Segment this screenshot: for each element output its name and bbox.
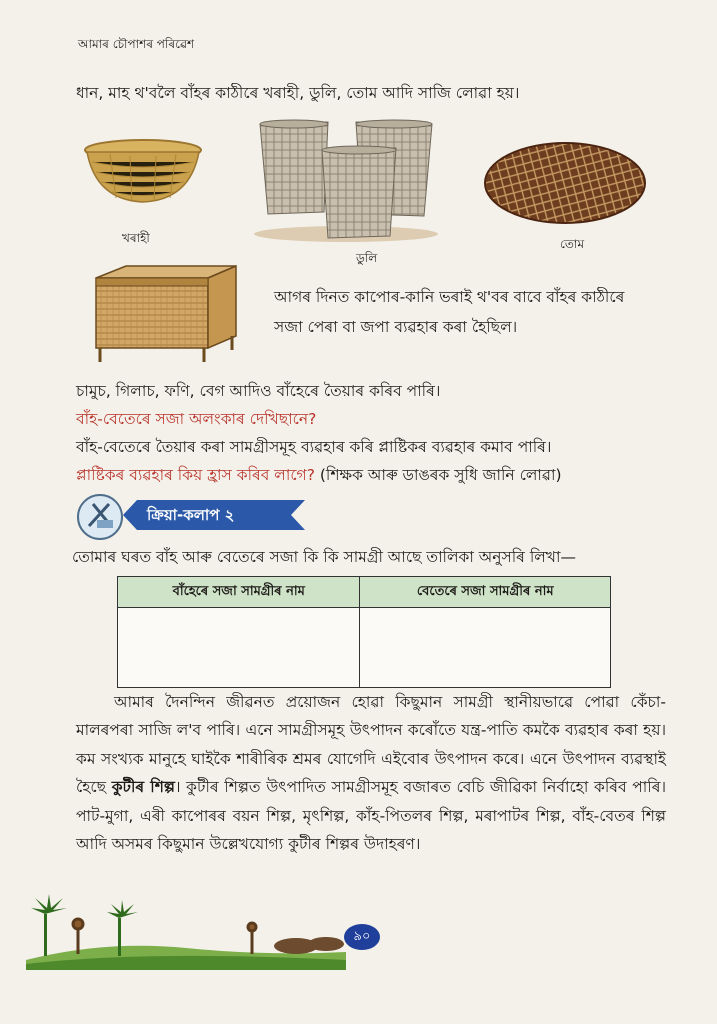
activity-tools-icon — [75, 492, 125, 542]
activity-header — [75, 492, 315, 542]
kharahi-basket-image — [80, 138, 206, 210]
tom-basket-image — [482, 140, 648, 226]
text-line-1: চামুচ, গিলাচ, ফণি, বেগ আদিও বাঁহেৰে তৈয়াৰ কৰিব পাৰি। — [76, 382, 441, 400]
box-text-line-1: আগৰ দিনত কাপোৰ-কানি ভৰাই থ'বৰ বাবে বাঁহৰ কাঠীৰে — [274, 288, 625, 306]
question-2: প্লাষ্টিকৰ ব্যৱহাৰ কিয় হ্ৰাস কৰিব লাগে? — [76, 466, 315, 484]
table-cell-bamboo[interactable] — [118, 608, 360, 688]
table-header-bamboo: বাঁহেৰে সজা সামগ্ৰীৰ নাম — [118, 577, 360, 608]
activity-instruction: তোমাৰ ঘৰত বাঁহ আৰু বেতেৰে সজা কি কি সামগ্ৰী আছে তালিকা অনুসৰি লিখা— — [72, 548, 576, 566]
village-scene-image — [26, 890, 346, 970]
duli-caption: ডুলি — [356, 251, 378, 265]
activity-label: ক্ৰিয়া-কলাপ ২ — [147, 506, 235, 524]
activity-table — [117, 576, 611, 688]
question-2-line — [76, 464, 562, 486]
box-text-line-2: সজা পেৰা বা জপা ব্যৱহাৰ কৰা হৈছিল। — [274, 318, 518, 336]
question-1: বাঁহ-বেতেৰে সজা অলংকাৰ দেখিছানে? — [76, 410, 317, 428]
table-header-cane: বেতেৰে সজা সামগ্ৰীৰ নাম — [360, 577, 611, 608]
page-number: ৯০ — [344, 924, 380, 950]
page-header: আমাৰ চৌপাশৰ পৰিৱেশ — [78, 37, 195, 51]
question-2-note: (শিক্ষক আৰু ডাঙৰক সুধি জানি লোৱা) — [314, 466, 562, 484]
table-cell-cane[interactable] — [360, 608, 611, 688]
kharahi-caption: খৰাহী — [122, 231, 150, 245]
main-paragraph — [76, 688, 666, 858]
duli-basket-image — [246, 114, 446, 242]
paragraph-bold-term: কুটীৰ শিল্প — [111, 778, 175, 797]
intro-text: ধান, মাহ থ'বলৈ বাঁহৰ কাঠীৰে খৰাহী, ডুলি, তোম আদি সাজি লোৱা হয়। — [76, 84, 520, 102]
paragraph-part-2: । কুটীৰ শিল্পত উৎপাদিত সামগ্ৰীসমূহ বজাৰত বেচি জীৱিকা নিৰ্বাহো কৰিব পাৰি। পাট-মুগা, এৰী কাপোৰৰ বয়ন শিল্প, মৃৎশিল্প, কাঁহ-পিতলৰ শিল্প, মৰাপাটৰ শিল্প, বাঁহ-বেতৰ শিল্প আদি অসমৰ কিছুমান উল্লেখযোগ্য কুটীৰ শিল্পৰ উদাহৰণ। — [76, 778, 666, 854]
tom-caption: তোম — [560, 237, 585, 251]
paragraph-part-1: আমাৰ দৈনন্দিন জীৱনত প্ৰয়োজন হোৱা কিছুমান সামগ্ৰী স্থানীয়ভাৱে পোৱা কেঁচা-মালৰপৰা সাজি ল'ব পাৰি। এনে সামগ্ৰীসমূহ উৎপাদন কৰোঁতে যন্ত্ৰ-পাতি কমকৈ ব্যৱহাৰ কৰা হয়। কম সংখ্যক মানুহে ঘাইকৈ শাৰীৰিক শ্ৰমৰ যোগেদি এইবোৰ উৎপাদন কৰে। এনে উৎপাদন ব্যৱস্থাই হৈছে — [76, 693, 666, 797]
pera-box-image — [86, 264, 240, 364]
text-line-2: বাঁহ-বেতেৰে তৈয়াৰ কৰা সামগ্ৰীসমূহ ব্যৱহাৰ কৰি প্লাষ্টিকৰ ব্যৱহাৰ কমাব পাৰি। — [76, 438, 552, 456]
